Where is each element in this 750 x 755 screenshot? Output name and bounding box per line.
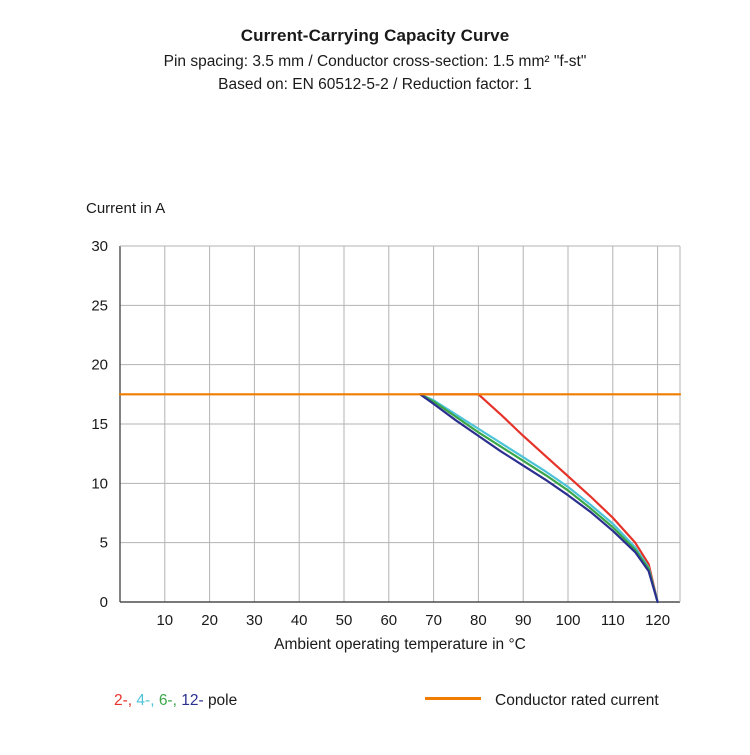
x-tick-label: 20 <box>201 612 218 629</box>
x-tick-label: 40 <box>290 612 308 629</box>
x-tick-label: 60 <box>380 612 398 629</box>
x-tick-label: 80 <box>470 612 487 629</box>
legend-poles <box>114 692 237 710</box>
y-tick-label: 15 <box>91 416 108 433</box>
x-axis-label: Ambient operating temperature in °C <box>274 636 526 653</box>
x-tick-label: 90 <box>514 612 532 629</box>
series-line-12-pole <box>420 394 657 602</box>
y-tick-label: 30 <box>91 238 108 255</box>
legend-pole-suffix: pole <box>207 692 238 709</box>
y-tick-label: 5 <box>99 534 108 552</box>
y-tick-label: 0 <box>99 594 108 611</box>
legend-swatch-rated-current <box>425 697 481 700</box>
y-tick-label: 20 <box>91 356 108 374</box>
x-tick-label: 120 <box>645 612 671 629</box>
x-tick-label: 110 <box>600 612 625 629</box>
legend-item-6-pole: 6-, <box>158 692 177 709</box>
legend-item-2-pole: 2-, <box>114 692 133 709</box>
x-tick-label: 30 <box>246 612 263 629</box>
legend-item-12-pole: 12- <box>181 692 204 709</box>
x-tick-label: 100 <box>555 612 581 629</box>
legend-item-4-pole: 4-, <box>136 692 155 709</box>
series-line-6-pole <box>420 394 657 602</box>
x-tick-label: 70 <box>425 612 442 629</box>
legend-rated-current <box>425 692 659 710</box>
series-line-4-pole <box>420 394 657 602</box>
x-tick-label: 10 <box>156 612 174 629</box>
series-line-2-pole <box>420 394 657 602</box>
y-tick-label: 25 <box>91 297 108 315</box>
y-axis-label: Current in A <box>86 200 166 217</box>
subtitle-line-2: Based on: EN 60512-5-2 / Reduction factor: 1 <box>218 76 532 93</box>
chart-legend <box>0 692 750 732</box>
page-title: Current-Carrying Capacity Curve <box>240 26 510 45</box>
subtitle-line-1: Pin spacing: 3.5 mm / Conductor cross-section: 1.5 mm² "f-st" <box>163 53 587 70</box>
y-tick-label: 10 <box>91 475 108 493</box>
x-tick-label: 50 <box>335 612 353 629</box>
legend-rated-current-label: Conductor rated current <box>495 692 659 709</box>
